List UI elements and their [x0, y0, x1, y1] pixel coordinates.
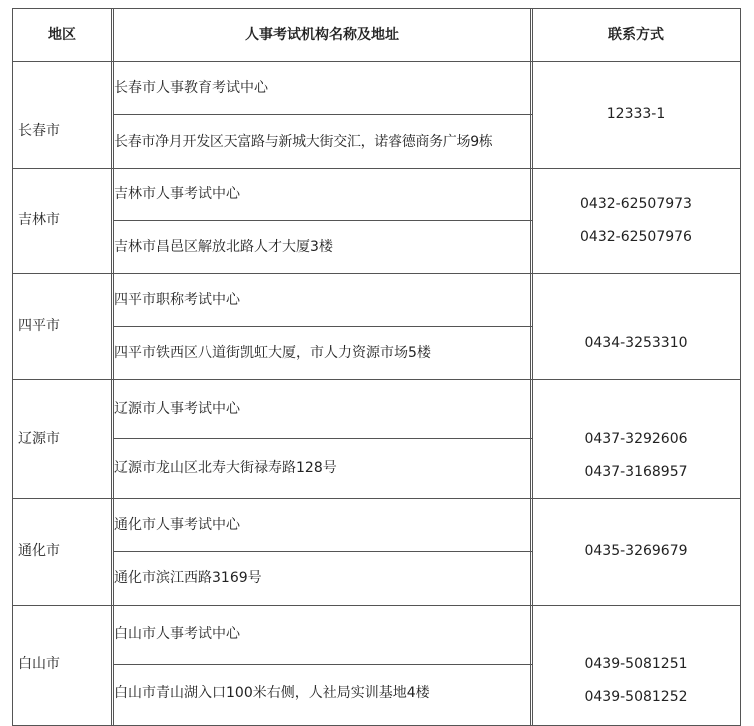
region-cell: 吉林市 — [18, 212, 60, 228]
institution-address-cell: 通化市滨江西路3169号 — [114, 570, 262, 586]
sub-row-divider — [113, 664, 532, 665]
exam-institution-table — [12, 8, 741, 726]
institution-name-cell: 吉林市人事考试中心 — [114, 186, 240, 202]
institution-name-cell: 白山市人事考试中心 — [114, 626, 240, 642]
phone-cell: 0432-62507973 — [580, 196, 692, 212]
column-divider-1b — [113, 9, 114, 725]
region-cell: 通化市 — [18, 543, 60, 559]
institution-address-cell: 四平市铁西区八道街凯虹大厦，市人力资源市场5楼 — [114, 345, 431, 361]
row-divider — [13, 61, 740, 62]
header-region: 地区 — [48, 27, 76, 43]
phone-cell: 0434-3253310 — [584, 335, 688, 351]
sub-row-divider — [113, 220, 532, 221]
region-cell: 四平市 — [18, 318, 60, 334]
institution-name-cell: 长春市人事教育考试中心 — [114, 80, 268, 96]
institution-name-cell: 辽源市人事考试中心 — [114, 401, 240, 417]
institution-address-cell: 白山市青山湖入口100米右侧，人社局实训基地4楼 — [114, 685, 430, 701]
sub-row-divider — [113, 326, 532, 327]
phone-cell: 0432-62507976 — [580, 229, 692, 245]
institution-name-cell: 通化市人事考试中心 — [114, 517, 240, 533]
region-cell: 长春市 — [18, 123, 60, 139]
institution-address-cell: 长春市净月开发区天富路与新城大街交汇，诺睿德商务广场9栋 — [114, 134, 493, 150]
row-divider — [13, 168, 740, 169]
sub-row-divider — [113, 551, 532, 552]
header-institution: 人事考试机构名称及地址 — [245, 27, 399, 43]
phone-cell: 0439-5081252 — [584, 689, 688, 705]
column-divider-1 — [111, 9, 112, 725]
header-contact: 联系方式 — [608, 27, 664, 43]
phone-cell: 0439-5081251 — [584, 656, 688, 672]
row-divider — [13, 605, 740, 606]
institution-address-cell: 辽源市龙山区北寿大街禄寿路128号 — [114, 460, 337, 476]
row-divider — [13, 498, 740, 499]
institution-address-cell: 吉林市昌邑区解放北路人才大厦3楼 — [114, 239, 333, 255]
institution-name-cell: 四平市职称考试中心 — [114, 292, 240, 308]
sub-row-divider — [113, 114, 532, 115]
sub-row-divider — [113, 438, 532, 439]
phone-cell: 12333-1 — [606, 106, 666, 122]
phone-cell: 0437-3168957 — [584, 464, 688, 480]
region-cell: 辽源市 — [18, 431, 60, 447]
column-divider-2 — [530, 9, 531, 725]
phone-cell: 0437-3292606 — [584, 431, 688, 447]
row-divider — [13, 273, 740, 274]
row-divider — [13, 379, 740, 380]
phone-cell: 0435-3269679 — [584, 543, 688, 559]
region-cell: 白山市 — [18, 656, 60, 672]
